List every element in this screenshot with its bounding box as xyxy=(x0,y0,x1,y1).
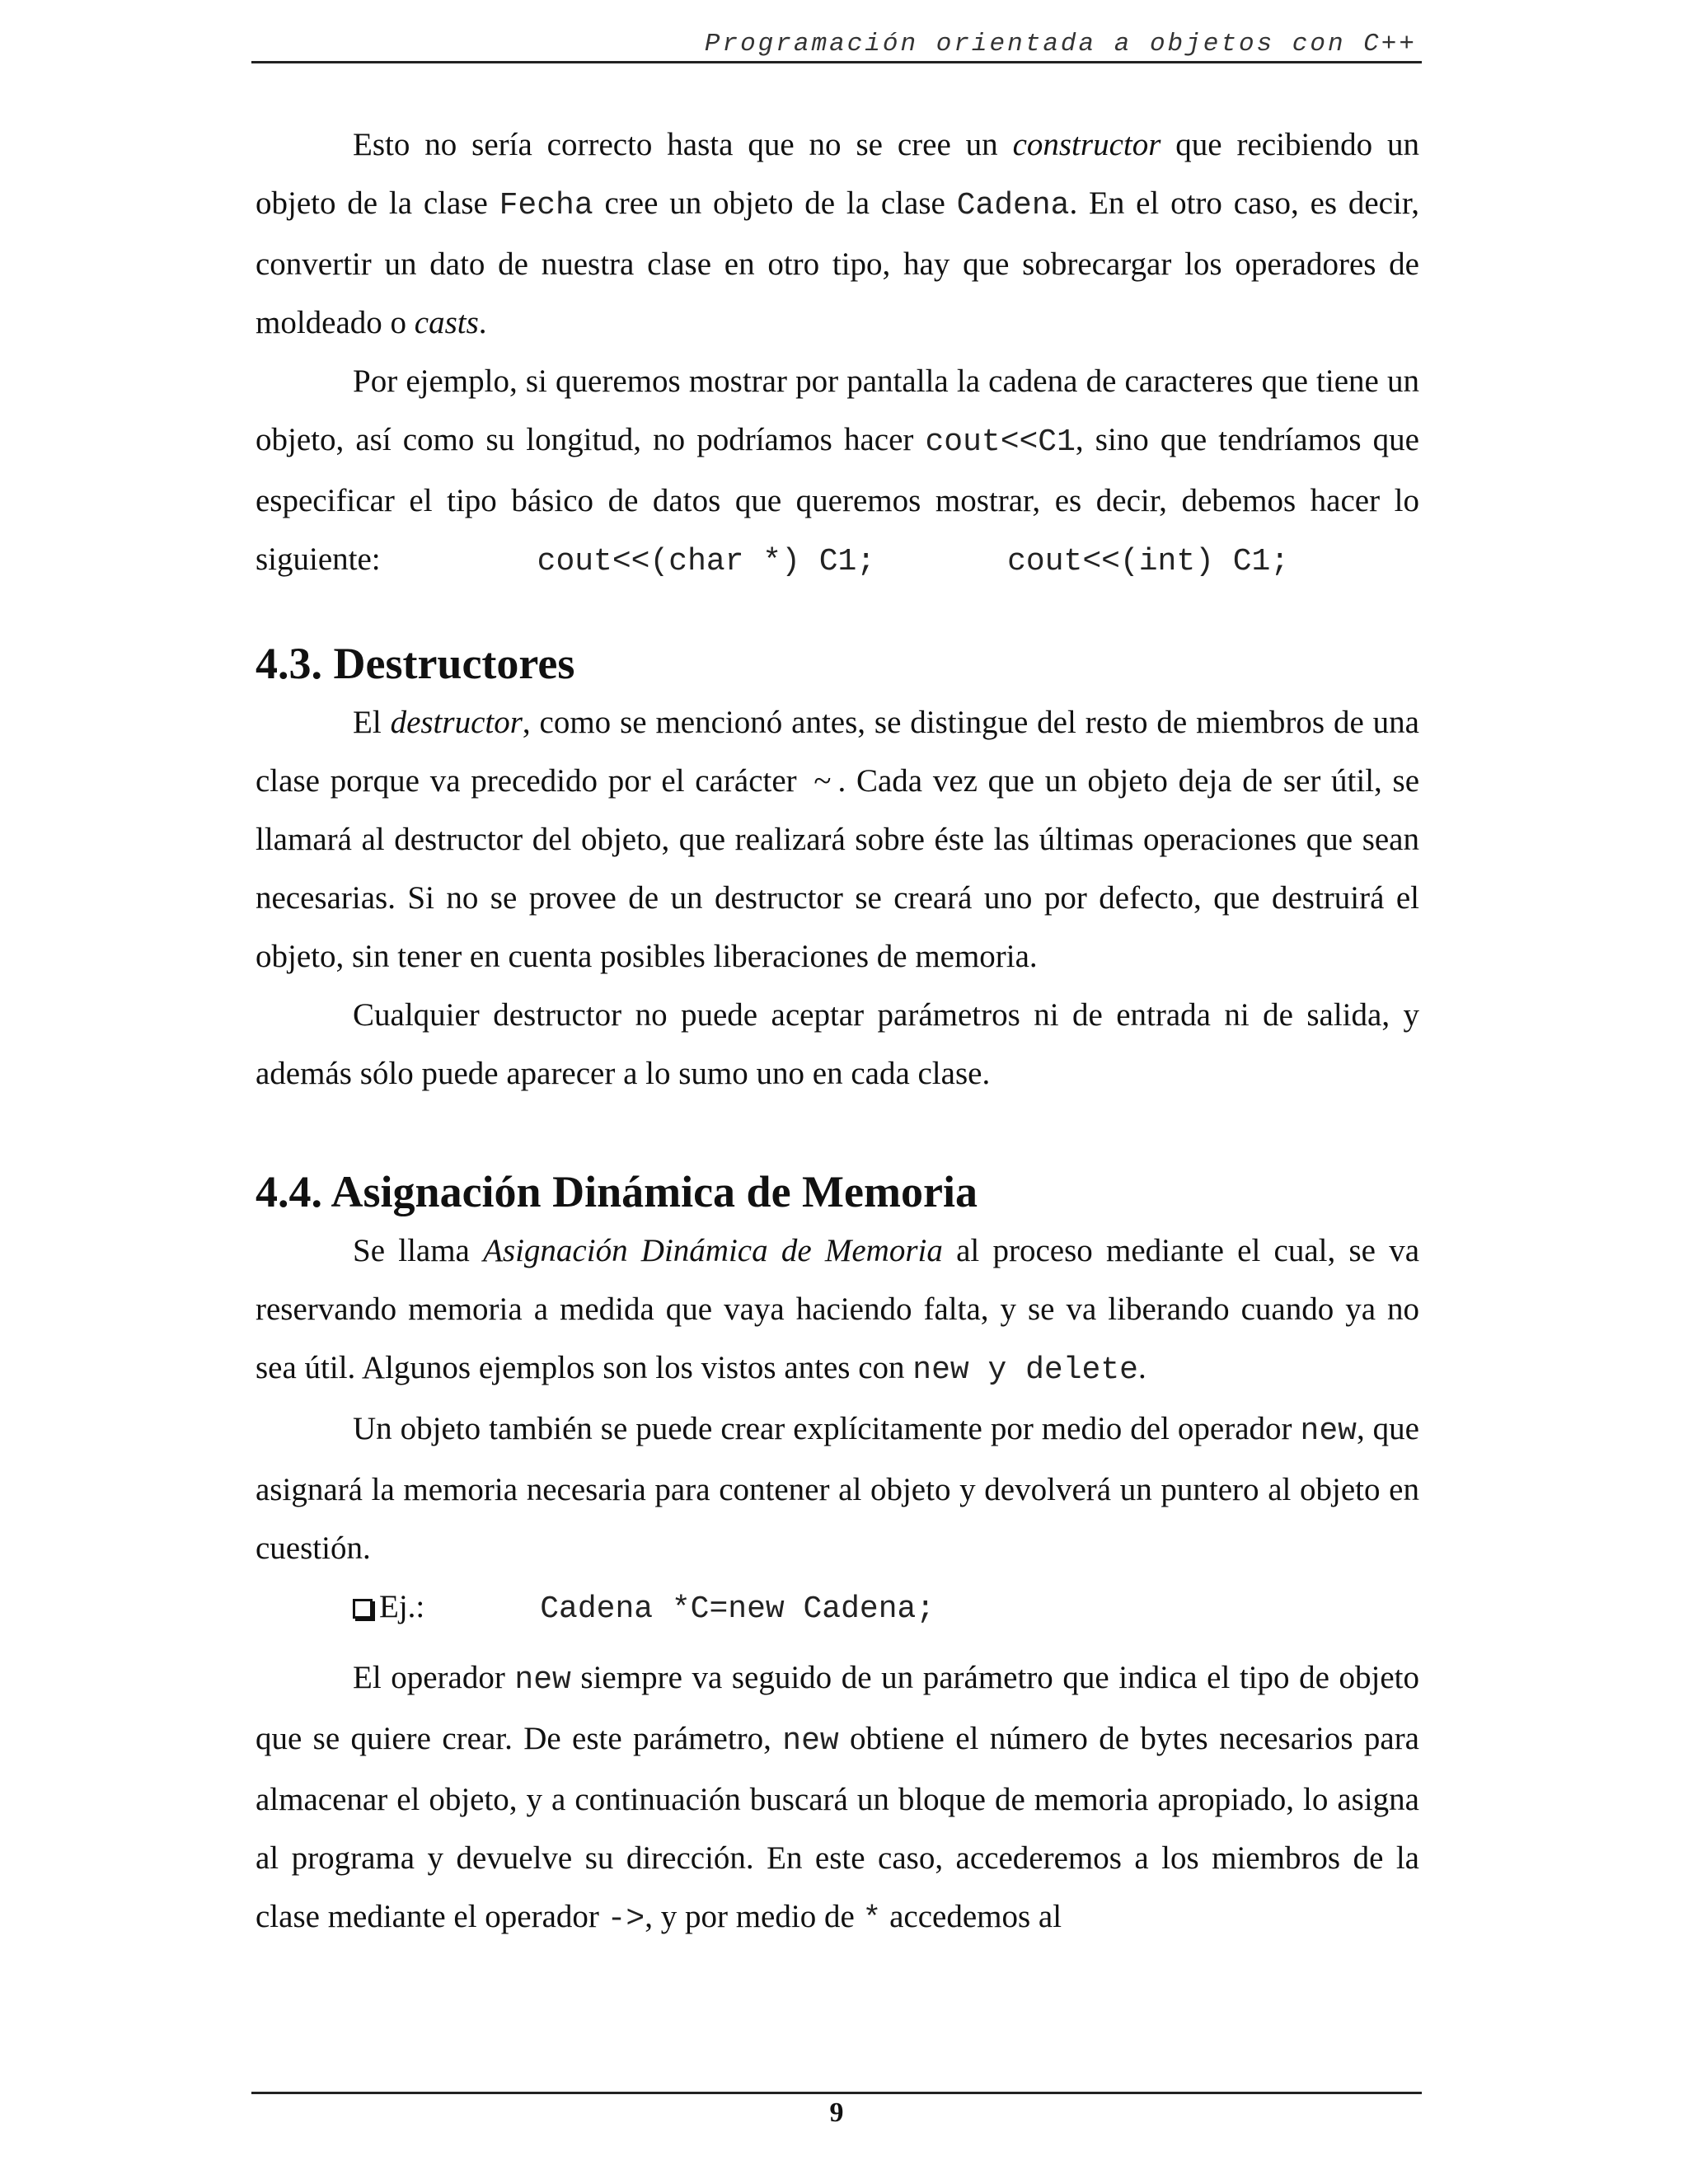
text: El operador xyxy=(353,1660,515,1695)
page-header xyxy=(251,25,1422,63)
example-line xyxy=(256,1577,1419,1638)
text: . xyxy=(1137,1350,1146,1385)
paragraph-destructor-definition xyxy=(256,693,1419,986)
code-new: new xyxy=(782,1723,839,1759)
text: siempre va seguido de un parámetro que indica el tipo de objeto que se quiere crear. De este parámetro, xyxy=(256,1660,1419,1756)
text: cree un objeto de la clase xyxy=(593,185,957,221)
paragraph-constructor-conversion xyxy=(256,115,1419,352)
tilde-symbol: ~ xyxy=(814,763,832,799)
text: El xyxy=(353,705,391,740)
code-fecha: Fecha xyxy=(499,188,593,223)
example-label: Ej.: xyxy=(379,1589,425,1624)
emphasis-constructor: constructor xyxy=(1012,127,1161,162)
emphasis-destructor: destructor xyxy=(390,705,523,740)
text: , y por medio de xyxy=(645,1899,863,1934)
text: Esto no sería correcto hasta que no se cree un xyxy=(353,127,1013,162)
running-title: Programación orientada a objetos con C++ xyxy=(704,30,1417,59)
code-cadena: Cadena xyxy=(956,188,1070,223)
section-heading-destructores: 4.3. Destructores xyxy=(256,639,575,688)
text: , sino que tendríamos que especificar el tipo básico de datos que queremos mostrar, es decir, debemos hacer lo siguiente: xyxy=(256,422,1419,577)
code-cout-char: cout<<(char *) C1; xyxy=(537,544,876,579)
code-new-delete: new y delete xyxy=(912,1352,1138,1388)
text: . xyxy=(478,305,487,340)
code-asterisk: * xyxy=(862,1901,882,1937)
emphasis-asignacion-dinamica: Asignación Dinámica de Memoria xyxy=(483,1233,943,1268)
text: Un objeto también se puede crear explícitamente por medio del operador xyxy=(353,1411,1301,1446)
page-number: 9 xyxy=(829,2097,844,2128)
text: obtiene el número de bytes necesarios para almacenar el objeto, y a continuación buscará un bloque de memoria apropiado, lo asigna al programa y devuelve su dirección. En este caso, accederemos a los miembros de la clase mediante el operador xyxy=(256,1721,1419,1934)
section-heading-asignacion-dinamica: 4.4. Asignación Dinámica de Memoria xyxy=(256,1167,978,1216)
code-new-cadena: Cadena *C=new Cadena; xyxy=(540,1591,935,1627)
text: . En el otro caso, es decir, convertir un dato de nuestra clase en otro tipo, hay que sobrecargar los operadores de moldeado o xyxy=(256,185,1419,340)
text: accedemos al xyxy=(881,1899,1062,1934)
text: que recibiendo un objeto de la clase xyxy=(256,127,1419,221)
code-new: new xyxy=(514,1662,571,1698)
page-footer xyxy=(251,2092,1422,2129)
code-cout-int: cout<<(int) C1; xyxy=(1007,544,1290,579)
text: al proceso mediante el cual, se va reservando memoria a medida que vaya haciendo falta, y se va liberando cuando ya no sea útil. Algunos ejemplos son los vistos antes con xyxy=(256,1233,1420,1385)
checkbox-bullet-icon xyxy=(353,1599,373,1619)
text: . Cada vez que un objeto deja de ser útil, se llamará al destructor del objeto, que realizará sobre éste las últimas operaciones que sean necesarias. Si no se provee de un destructor se creará uno por defecto, que destruirá el objeto, sin tener en cuenta posibles liberaciones de memoria. xyxy=(256,763,1420,974)
emphasis-casts: casts xyxy=(414,305,479,340)
paragraph-cout-example xyxy=(256,352,1419,591)
text: Se llama xyxy=(353,1233,484,1268)
code-arrow-operator: -> xyxy=(607,1901,645,1937)
text: , que asignará la memoria necesaria para contener al objeto y devolverá un puntero al objeto en cuestión. xyxy=(256,1411,1419,1566)
paragraph-destructor-params: Cualquier destructor no puede aceptar parámetros ni de entrada ni de salida, y además sólo puede aparecer a lo sumo uno en cada clase. xyxy=(256,997,1419,1091)
paragraph-new-operator xyxy=(256,1399,1419,1577)
page-body xyxy=(256,115,1419,1948)
paragraph-dynamic-memory-definition xyxy=(256,1221,1419,1399)
code-cout-c1: cout<<C1 xyxy=(925,424,1076,460)
code-new: new xyxy=(1300,1413,1357,1449)
text: Por ejemplo, si queremos mostrar por pantalla la cadena de caracteres que tiene un objeto, así como su longitud, no podríamos hacer xyxy=(256,363,1419,457)
paragraph-new-parameter xyxy=(256,1648,1419,1948)
text: , como se mencionó antes, se distingue del resto de miembros de una clase porque va precedido por el carácter xyxy=(256,705,1419,799)
